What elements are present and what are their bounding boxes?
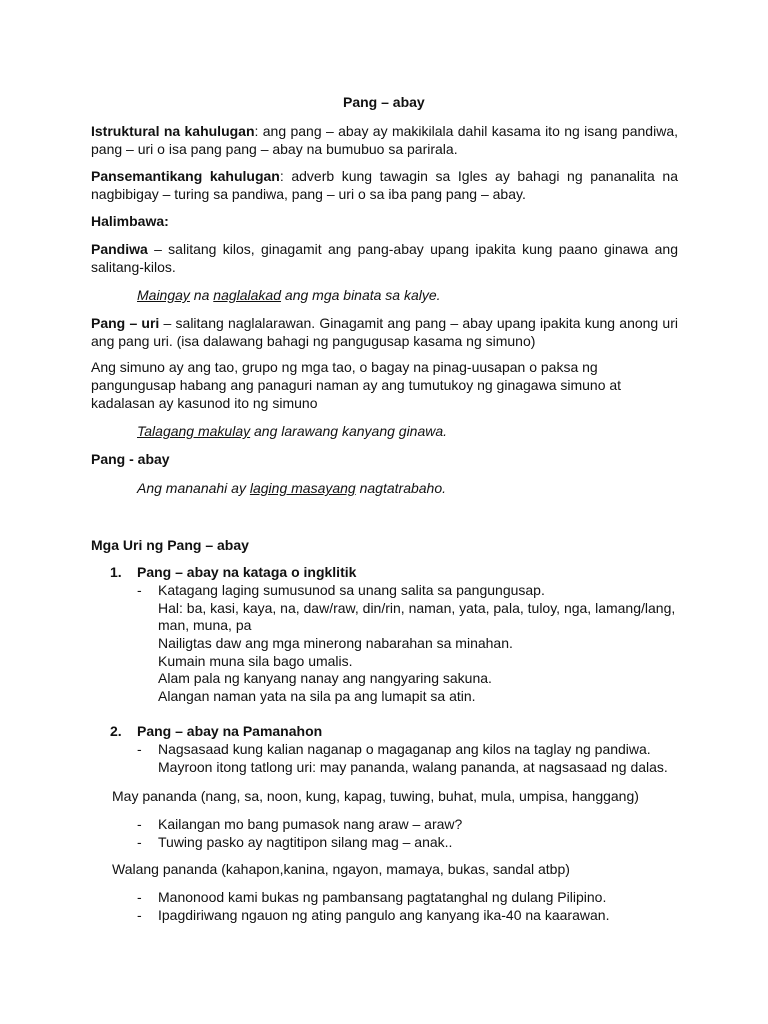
example-sentence-2 bbox=[137, 422, 447, 440]
list2-dash: - bbox=[137, 741, 142, 757]
example-sentence-1 bbox=[137, 286, 441, 304]
may-pananda-dash: - bbox=[137, 816, 142, 832]
may-pananda-item: Tuwing pasko ay nagtitipon silang mag – anak.. bbox=[158, 834, 453, 850]
pansemantikang-text: : adverb kung tawagin sa Igles ay bahagi ng pananalita na nagbibigay – turing sa pandiwa, pang – uri o sa iba pang pang – abay. bbox=[91, 168, 678, 202]
list1-line: man, muna, pa bbox=[158, 617, 252, 633]
example2-text1: ang larawang kanyang ginawa. bbox=[250, 423, 448, 439]
pandiwa-paragraph bbox=[91, 240, 678, 276]
walang-pananda-dash: - bbox=[137, 889, 142, 905]
example3-word1: laging masayang bbox=[249, 480, 356, 496]
walang-pananda-dash: - bbox=[137, 907, 142, 923]
may-pananda-line: May pananda (nang, sa, noon, kung, kapag, tuwing, buhat, mula, umpisa, hanggang) bbox=[112, 788, 639, 804]
pansemantikang-term: Pansemantikang kahulugan bbox=[91, 168, 280, 184]
example3-text0: Ang mananahi ay bbox=[137, 480, 250, 496]
pandiwa-text: – salitang kilos, ginagamit ang pang-abay upang ipakita kung paano ginawa ang salitang-kilos. bbox=[91, 241, 678, 275]
list1-line: Hal: ba, kasi, kaya, na, daw/raw, din/rin, naman, yata, pala, tuloy, nga, lamang/lang, bbox=[158, 600, 676, 616]
simuno-paragraph: Ang simuno ay ang tao, grupo ng mga tao, o bagay na pinag-uusapan o paksa ng pangungusap habang ang panaguri naman ay ang tumutukoy ng ginagawa simuno at kadalasan ay kasunod ito ng simuno bbox=[91, 359, 622, 411]
may-pananda-dash: - bbox=[137, 834, 142, 850]
istruktural-text: : ang pang – abay ay makikilala dahil kasama ito ng isang pandiwa, pang – uri o isa pang pang – abay na bumubuo sa parirala. bbox=[91, 123, 678, 157]
example-sentence-3 bbox=[137, 479, 446, 497]
pansemantikang-paragraph bbox=[91, 167, 678, 203]
istruktural-term: Istruktural na kahulugan bbox=[91, 123, 255, 139]
panguri-paragraph bbox=[91, 314, 678, 350]
list1-dash: - bbox=[137, 582, 142, 598]
example2-word1: Talagang makulay bbox=[137, 423, 251, 439]
pandiwa-term: Pandiwa bbox=[91, 241, 148, 257]
walang-pananda-item: Manonood kami bukas ng pambansang pagtatanghal ng dulang Pilipino. bbox=[158, 889, 607, 905]
walang-pananda-line: Walang pananda (kahapon,kanina, ngayon, mamaya, bukas, sandal atbp) bbox=[112, 861, 570, 877]
walang-pananda-item: Ipagdiriwang ngauon ng ating pangulo ang kanyang ika-40 na kaarawan. bbox=[158, 907, 610, 923]
istruktural-paragraph bbox=[91, 122, 678, 158]
example1-word1: Maingay bbox=[137, 287, 190, 303]
list1-heading: Pang – abay na kataga o ingklitik bbox=[137, 564, 357, 580]
page-title: Pang – abay bbox=[343, 94, 425, 110]
halimbawa-heading: Halimbawa: bbox=[91, 213, 169, 229]
list1-line: Kumain muna sila bago umalis. bbox=[158, 653, 353, 669]
list1-line: Katagang laging sumusunod sa unang salita sa pangungusap. bbox=[158, 582, 545, 598]
list1-line: Nailigtas daw ang mga minerong nabarahan sa minahan. bbox=[158, 635, 513, 651]
example3-text1: nagtatrabaho. bbox=[355, 480, 447, 496]
list1-line: Alangan naman yata na sila pa ang lumapit sa atin. bbox=[158, 688, 476, 704]
mga-uri-heading: Mga Uri ng Pang – abay bbox=[91, 537, 249, 553]
panguri-text: – salitang naglalarawan. Ginagamit ang pang – abay upang ipakita kung anong uri ang pang uri. (isa dalawang bahagi ng pangugusap kasama ng simuno) bbox=[91, 315, 678, 349]
list2-heading: Pang – abay na Pamanahon bbox=[137, 723, 323, 739]
list2-line: Mayroon itong tatlong uri: may pananda, walang pananda, at nagsasaad ng dalas. bbox=[158, 759, 668, 775]
list1-number: 1. bbox=[110, 564, 122, 580]
list2-line: Nagsasaad kung kalian naganap o magaganap ang kilos na taglay ng pandiwa. bbox=[158, 741, 651, 757]
pangabay-heading: Pang - abay bbox=[91, 451, 170, 467]
list2-number: 2. bbox=[110, 723, 122, 739]
example1-text2: ang mga binata sa kalye. bbox=[281, 287, 441, 303]
panguri-term: Pang – uri bbox=[91, 315, 160, 331]
example1-text1: na bbox=[189, 287, 214, 303]
may-pananda-item: Kailangan mo bang pumasok nang araw – araw? bbox=[158, 816, 463, 832]
list1-line: Alam pala ng kanyang nanay ang nangyaring sakuna. bbox=[158, 670, 492, 686]
example1-word2: naglalakad bbox=[213, 287, 282, 303]
